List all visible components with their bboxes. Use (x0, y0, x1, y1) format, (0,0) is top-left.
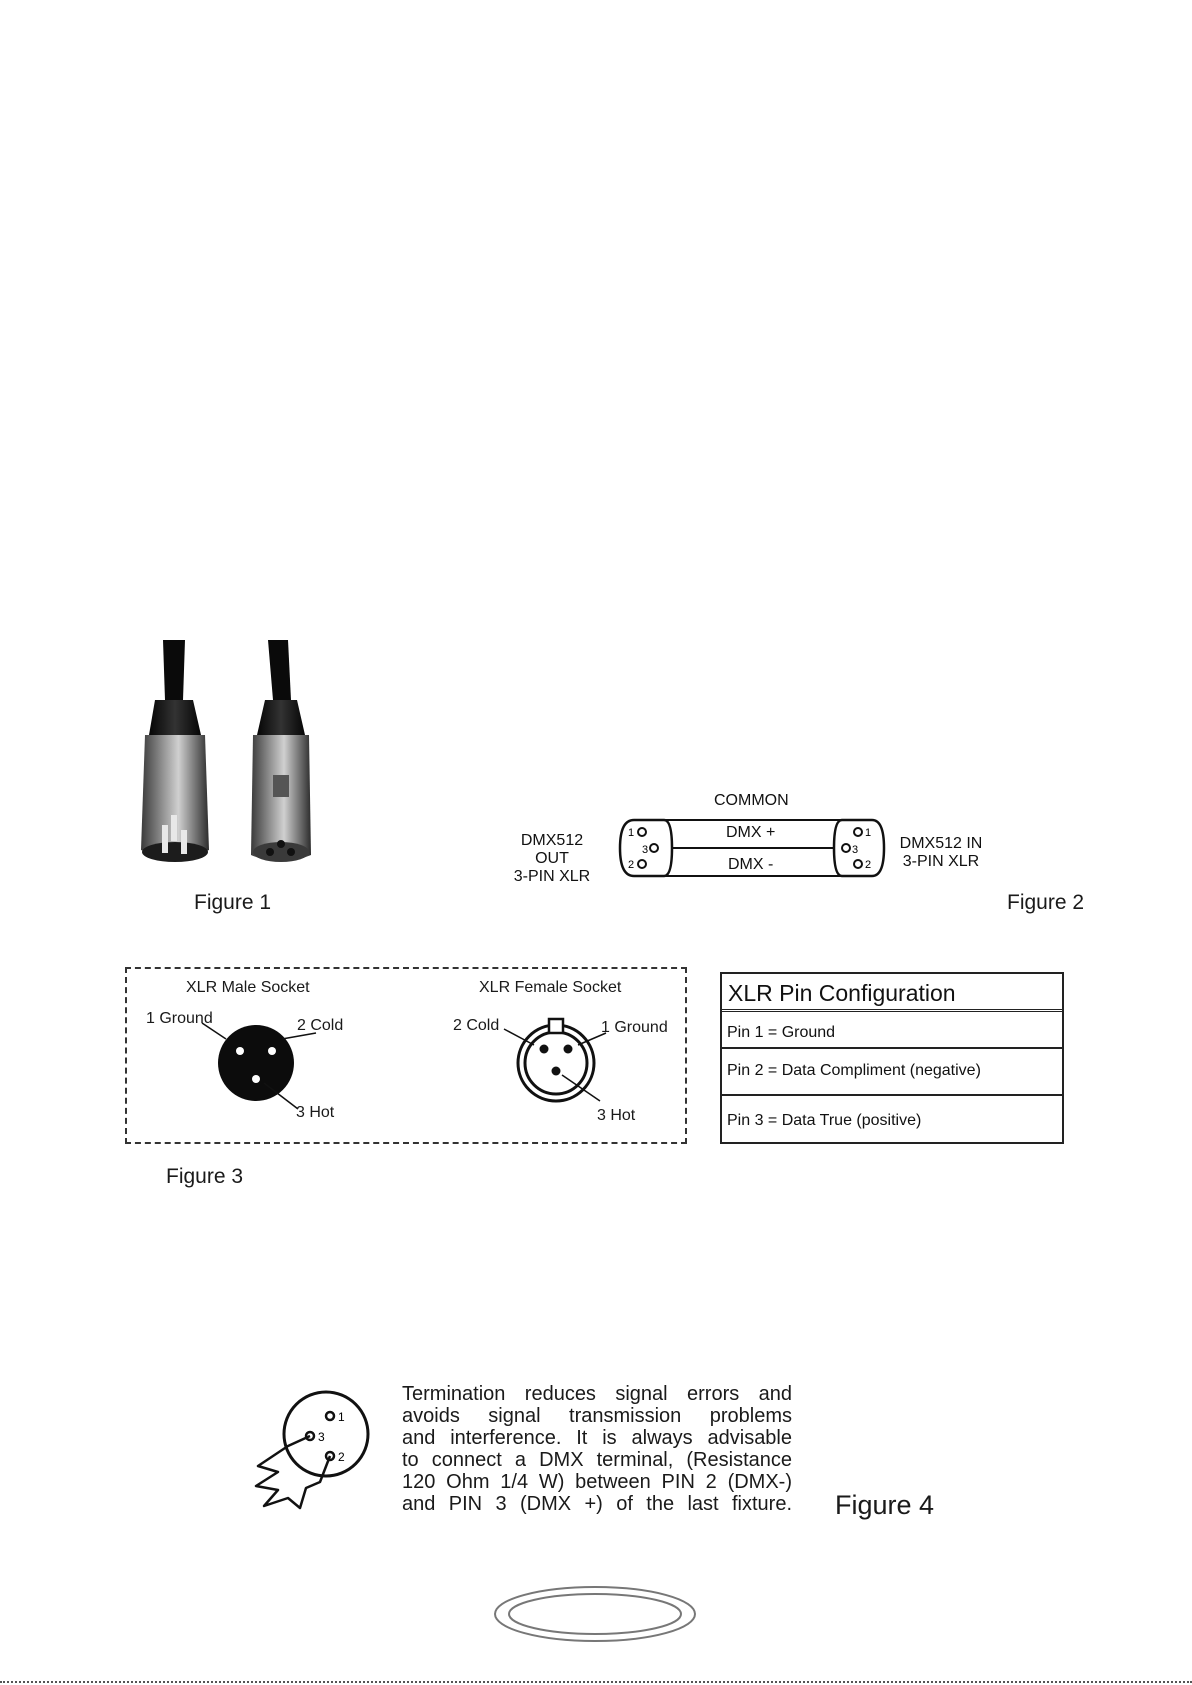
pin-table-title: XLR Pin Configuration (722, 974, 1062, 1012)
pin-table-row-3: Pin 3 = Data True (positive) (727, 1112, 922, 1129)
termination-paragraph (402, 1383, 792, 1515)
dmx-plus-label: DMX + (726, 824, 776, 841)
male-hot-label: 3 Hot (296, 1104, 335, 1121)
female-hot-label: 3 Hot (597, 1107, 636, 1124)
in-pin-2: 2 (865, 859, 872, 871)
dmx-in-label (898, 835, 984, 871)
out-pin-2: 2 (628, 859, 635, 871)
pin-table-divider (722, 1047, 1062, 1049)
dmx-minus-label: DMX - (728, 856, 774, 873)
page-bottom-border (0, 1681, 1192, 1683)
term-line-2: avoids signal transmission problems (402, 1405, 792, 1427)
pin-configuration-table (720, 972, 1064, 1144)
xlr-cable-photo (105, 640, 335, 890)
term-pin-2: 2 (338, 1450, 345, 1464)
dmx-out-line2: 3-PIN XLR (513, 868, 591, 885)
page-number-badge (490, 1584, 700, 1644)
out-pin-3: 3 (642, 844, 649, 856)
female-ground-label: 1 Ground (601, 1019, 668, 1036)
figure-4-caption: Figure 4 (835, 1490, 935, 1520)
dmx-in-line1: DMX512 IN (899, 835, 983, 852)
pin-table-row-2: Pin 2 = Data Compliment (negative) (727, 1062, 981, 1079)
term-line-1: Termination reduces signal errors and (402, 1383, 792, 1405)
male-socket-title: XLR Male Socket (186, 979, 310, 996)
dmx-out-line1: DMX512 OUT (520, 832, 584, 867)
common-label: COMMON (714, 792, 789, 809)
term-line-3: and interference. It is always advisable (402, 1427, 792, 1449)
termination-plug-icon (248, 1390, 388, 1512)
male-cold-label: 2 Cold (297, 1017, 344, 1034)
male-ground-label: 1 Ground (146, 1010, 213, 1027)
dmx-out-label (502, 832, 602, 886)
dmx-in-line2: 3-PIN XLR (902, 853, 980, 870)
female-socket-title: XLR Female Socket (479, 979, 622, 996)
figure-3-caption: Figure 3 (166, 1165, 244, 1188)
term-line-4: to connect a DMX terminal, (Resistance (402, 1449, 792, 1471)
term-line-5: 120 Ohm 1/4 W) between PIN 2 (DMX-) (402, 1471, 792, 1493)
female-cold-label: 2 Cold (453, 1017, 500, 1034)
term-line-6: and PIN 3 (DMX +) of the last fixture. (402, 1493, 792, 1515)
pin-table-row-1: Pin 1 = Ground (727, 1024, 836, 1041)
figure-2-caption: Figure 2 (1007, 891, 1085, 914)
term-pin-3: 3 (318, 1430, 325, 1444)
out-pin-1: 1 (628, 827, 635, 839)
in-pin-1: 1 (865, 827, 872, 839)
figure-1-caption: Figure 1 (194, 891, 272, 914)
pin-table-divider (722, 1094, 1062, 1096)
in-pin-3: 3 (852, 844, 859, 856)
term-pin-1: 1 (338, 1410, 345, 1424)
